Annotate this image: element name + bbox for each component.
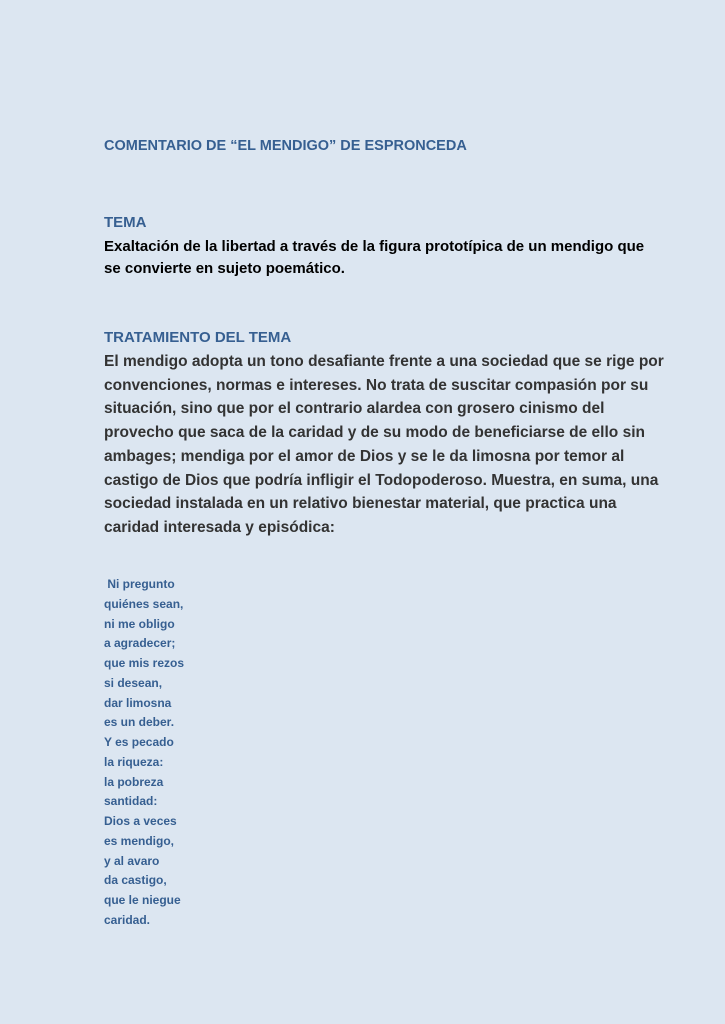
poem-line: a agradecer;	[104, 636, 176, 651]
poem-line: y al avaro	[104, 853, 160, 868]
poem-line: Y es pecado	[104, 735, 174, 749]
poem-line: la riqueza:	[104, 754, 164, 769]
poem-line: da castigo,	[104, 873, 167, 888]
poem-line: caridad.	[104, 912, 151, 927]
poem-line: santidad:	[104, 794, 158, 809]
tema-paragraph: Exaltación de la libertad a través de la figura prototípica de un mendigo que se convierte en sujeto poemático.	[104, 238, 645, 277]
poem-line: es mendigo,	[104, 833, 175, 848]
tratamiento-heading: TRATAMIENTO DEL TEMA	[104, 329, 292, 346]
poem-line: la pobreza	[104, 774, 164, 789]
poem-line: quiénes sean,	[104, 596, 184, 611]
poem-line: Ni pregunto	[104, 577, 175, 591]
poem-line: que le niegue	[104, 893, 181, 907]
poem-excerpt	[104, 575, 184, 931]
poem-line: ni me obligo	[104, 616, 175, 631]
poem-line: que mis rezos	[104, 656, 185, 670]
poem-line: si desean,	[104, 675, 163, 690]
poem-line: es un deber.	[104, 715, 175, 730]
page-title: COMENTARIO DE “EL MENDIGO” DE ESPRONCEDA	[104, 138, 467, 154]
tratamiento-paragraph: El mendigo adopta un tono desafiante frente a una sociedad que se rige por convenciones, normas e intereses. No trata de suscitar compasión por su situación, sino que por el contrario alardea con grosero cinismo del provecho que saca de la caridad y de su modo de beneficiarse de ello sin ambages; mendiga por el amor de Dios y se le da limosna por temor al castigo de Dios que podría infligir el Todopoderoso. Muestra, en suma, una sociedad instalada en un relativo bienestar material, que practica una caridad interesada y episódica:	[104, 353, 664, 536]
tema-heading: TEMA	[104, 214, 147, 231]
poem-line: Dios a veces	[104, 814, 177, 828]
poem-line: dar limosna	[104, 695, 172, 710]
